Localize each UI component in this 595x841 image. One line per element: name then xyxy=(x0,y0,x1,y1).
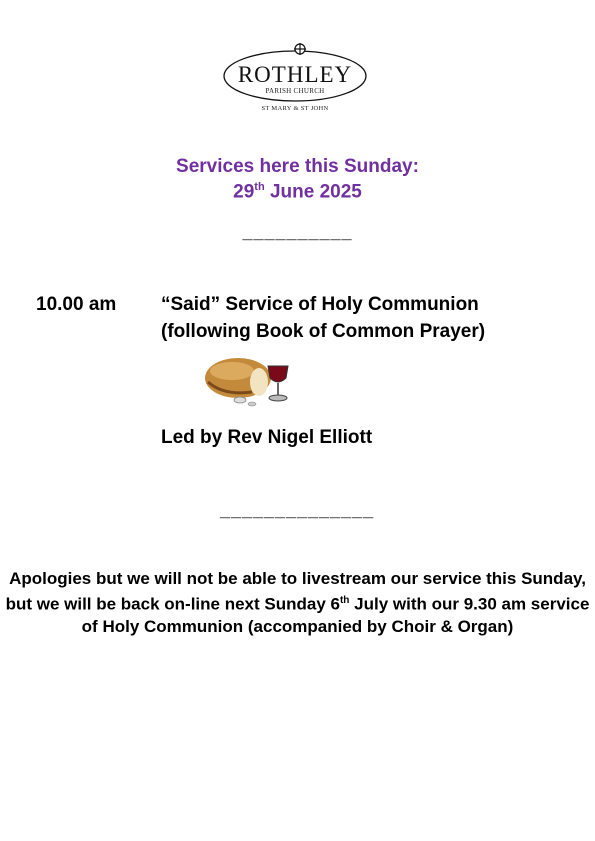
services-heading: Services here this Sunday: xyxy=(176,156,419,177)
church-logo xyxy=(220,40,370,116)
separator-bottom: ______________ xyxy=(220,500,375,520)
led-by: Led by Rev Nigel Elliott xyxy=(161,427,373,448)
bread-and-wine-icon xyxy=(204,352,299,417)
notice-text-part1: Apologies but we will not be able to livestream our service this Sunday, but we will be back on-line next Sunday 6 xyxy=(5,569,586,614)
logo-tagline: ST MARY & ST JOHN xyxy=(261,105,329,112)
logo-title: ROTHLEY xyxy=(237,62,353,87)
service-subtitle: (following Book of Common Prayer) xyxy=(161,321,486,342)
service-time: 10.00 am xyxy=(36,294,117,315)
service-title: “Said” Service of Holy Communion xyxy=(161,294,479,315)
separator-top: __________ xyxy=(242,222,353,242)
livestream-notice xyxy=(0,568,595,638)
logo-subtitle: PARISH CHURCH xyxy=(265,87,325,95)
date-suffix: th xyxy=(254,181,265,193)
date-month-year: June 2025 xyxy=(264,181,362,203)
service-date xyxy=(0,181,595,203)
date-day: 29 xyxy=(233,181,255,203)
notice-ordinal-suffix: th xyxy=(339,595,350,606)
notice-text-part2: July with our 9.30 am service of Holy Communion (accompanied by Choir & Organ) xyxy=(81,594,590,636)
